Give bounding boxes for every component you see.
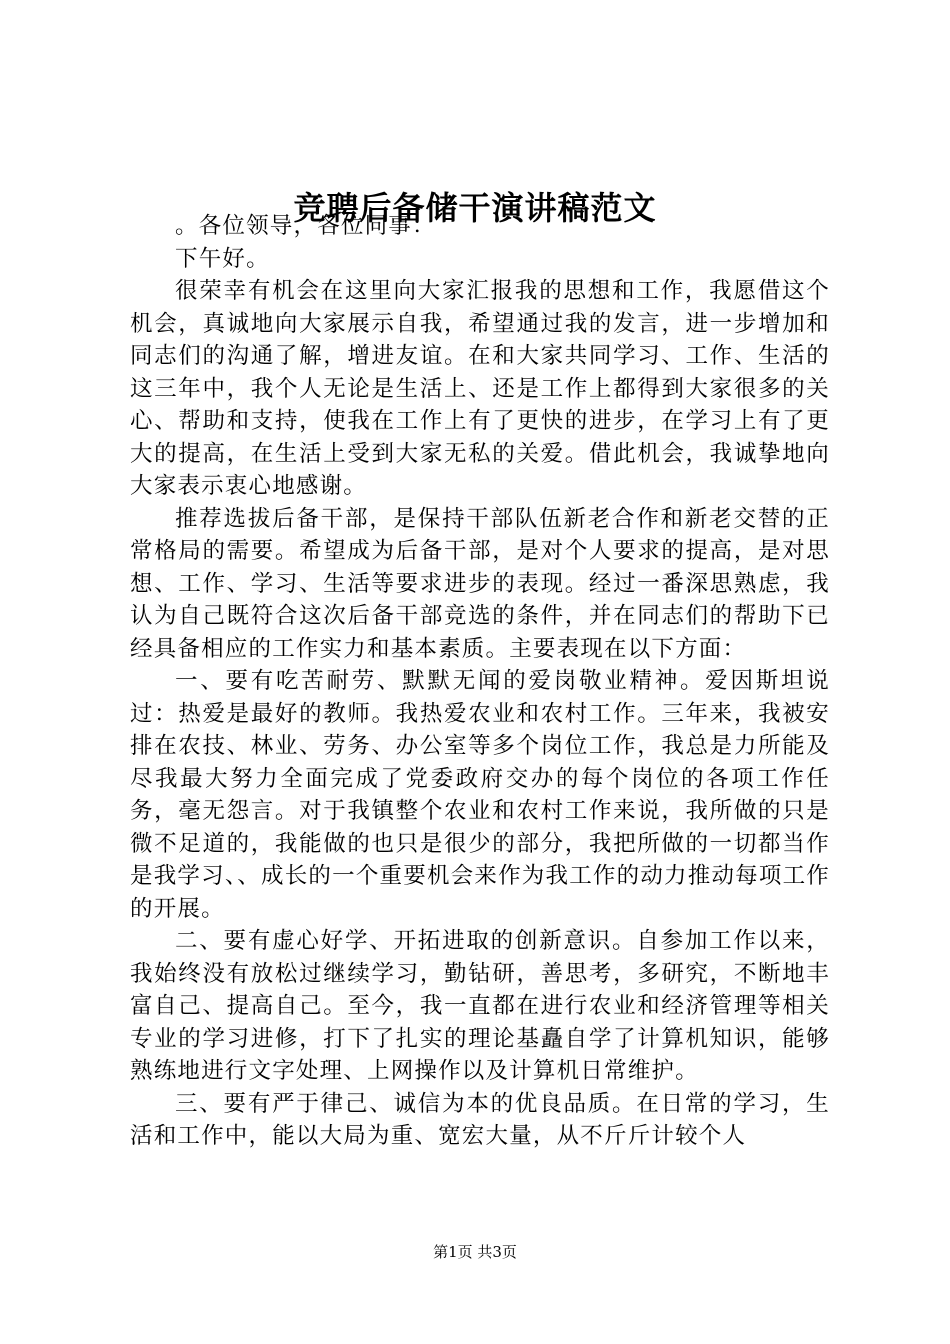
paragraph-introduction: 很荣幸有机会在这里向大家汇报我的思想和工作，我愿借这个机会，真诚地向大家展示自我，希望通过我的发言，进一步增加和同志们的沟通了解，增进友谊。在和大家共同学习、工作、生活的这三年中，我个人无论是生活上、还是工作上都得到大家很多的关心、帮助和支持，使我在工作上有了更快的进步，在学习上有了更大的提高，在生活上受到大家无私的关爱。借此机会，我诚挚地向大家表示衷心地感谢。 bbox=[130, 278, 830, 499]
paragraph-salutation: 下午好。 bbox=[175, 245, 270, 272]
paragraph-greeting: 。各位领导，各位同事： bbox=[175, 213, 436, 239]
paragraph-point-one: 一、要有吃苦耐劳、默默无闻的爱岗敬业精神。爱因斯坦说过：热爱是最好的教师。我热爱农业和农村工作。三年来，我被安排在农技、林业、劳务、办公室等多个岗位工作，我总是力所能及尽我最大努力全面完成了党委政府交办的每个岗位的各项工作任务，毫无怨言。对于我镇整个农业和农村工作来说，我所做的只是微不足道的，我能做的也只是很少的部分，我把所做的一切都当作是我学习、、成长的一个重要机会来作为我工作的动力推动每项工作的开展。 bbox=[130, 668, 830, 922]
paragraph-candidacy: 推荐选拔后备干部，是保持干部队伍新老合作和新老交替的正常格局的需要。希望成为后备干部，是对个人要求的提高，是对思想、工作、学习、生活等要求进步的表现。经过一番深思熟虑，我认为自己既符合这次后备干部竞选的条件，并在同志们的帮助下已经具备相应的工作实力和基本素质。主要表现在以下方面： bbox=[130, 505, 830, 662]
page-number-footer: 第1页 共3页 bbox=[433, 1243, 517, 1261]
paragraph-point-two: 二、要有虚心好学、开拓进取的创新意识。自参加工作以来，我始终没有放松过继续学习，勤钻研，善思考，多研究，不断地丰富自己、提高自己。至今，我一直都在进行农业和经济管理等相关专业的学习进修，打下了扎实的理论基矗自学了计算机知识，能够熟练地进行文字处理、上网操作以及计算机日常维护。 bbox=[130, 928, 830, 1084]
document-body bbox=[130, 210, 830, 1153]
paragraph-point-three: 三、要有严于律己、诚信为本的优良品质。在日常的学习，生活和工作中，能以大局为重、宽宏大量，从不斤斤计较个人 bbox=[130, 1090, 830, 1149]
document-title: 竞聘后备储干演讲稿范文 bbox=[293, 189, 657, 227]
